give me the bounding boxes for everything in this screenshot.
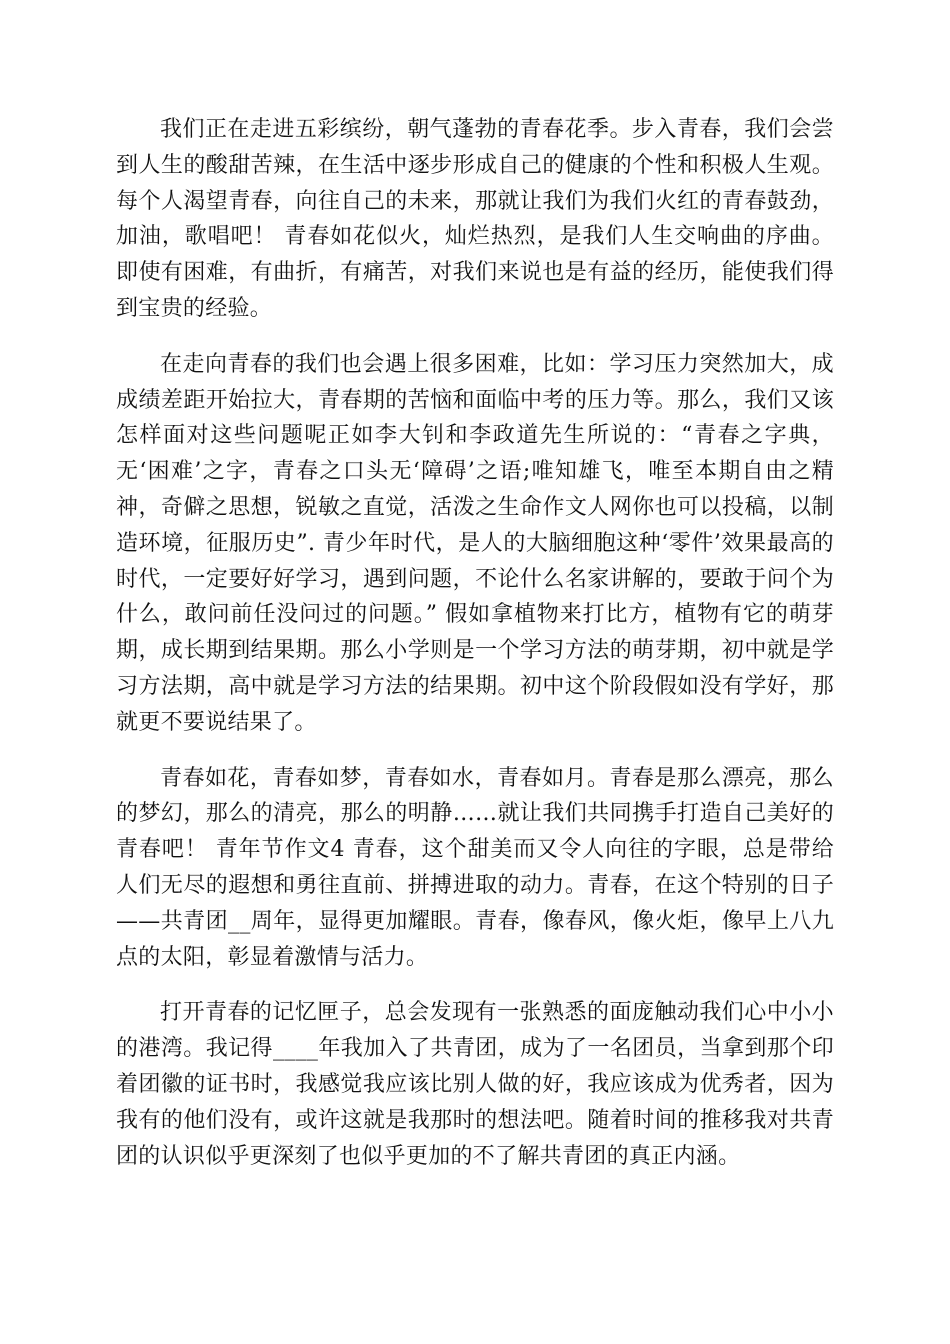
- paragraph-1: 我们正在走进五彩缤纷，朝气蓬勃的青春花季。步入青春，我们会尝到人生的酸甜苦辣，在生活中逐步形成自己的健康的个性和积极人生观。每个人渴望青春，向往自己的未来，那就让我们为我们火红的青春鼓劲，加油，歌唱吧！ 青春如花似火，灿烂热烈，是我们人生交响曲的序曲。即使有困难，有曲折，有痛苦，对我们来说也是有益的经历，能使我们得到宝贵的经验。: [116, 117, 834, 321]
- paragraph-4: 打开青春的记忆匣子，总会发现有一张熟悉的面庞触动我们心中小小的港湾。我记得____年我加入了共青团，成为了一名团员，当拿到那个印着团徽的证书时，我感觉我应该比别人做的好，我应该成为优秀者，因为我有的他们没有，或许这就是我那时的想法吧。随着时间的推移我对共青团的认识似乎更深刻了也似乎更加的不了解共青团的真正内涵。: [116, 1000, 834, 1169]
- paragraph-2: 在走向青春的我们也会遇上很多困难，比如：学习压力突然加大，成成绩差距开始拉大，青春期的苦恼和面临中考的压力等。那么，我们又该怎样面对这些问题呢正如李大钊和李政道先生所说的：“青春之字典，无‘困难’之字，青春之口头无‘障碍’之语;唯知雄飞，唯至本期自由之精神，奇僻之思想，锐敏之直觉，活泼之生命作文人网你也可以投稿，以制造环境，征服历史”. 青少年时代，是人的大脑细胞这种‘零件’效果最高的时代，一定要好好学习，遇到问题，不论什么名家讲解的，要敢于问个为什么，敢问前任没问过的问题。” 假如拿植物来打比方，植物有它的萌芽期，成长期到结果期。那么小学则是一个学习方法的萌芽期，初中就是学习方法期，高中就是学习方法的结果期。初中这个阶段假如没有学好，那就更不要说结果了。: [116, 351, 834, 735]
- paragraph-3: 青春如花，青春如梦，青春如水，青春如月。青春是那么漂亮，那么的梦幻，那么的清亮，那么的明静……就让我们共同携手打造自己美好的青春吧！ 青年节作文4 青春，这个甜美而又令人向往的字眼，总是带给人们无尽的遐想和勇往直前、拼搏进取的动力。青春，在这个特别的日子——共青团__周年，显得更加耀眼。青春，像春风，像火炬，像早上八九点的太阳，彰显着激情与活力。: [116, 765, 834, 970]
- document-body: [116, 112, 834, 1194]
